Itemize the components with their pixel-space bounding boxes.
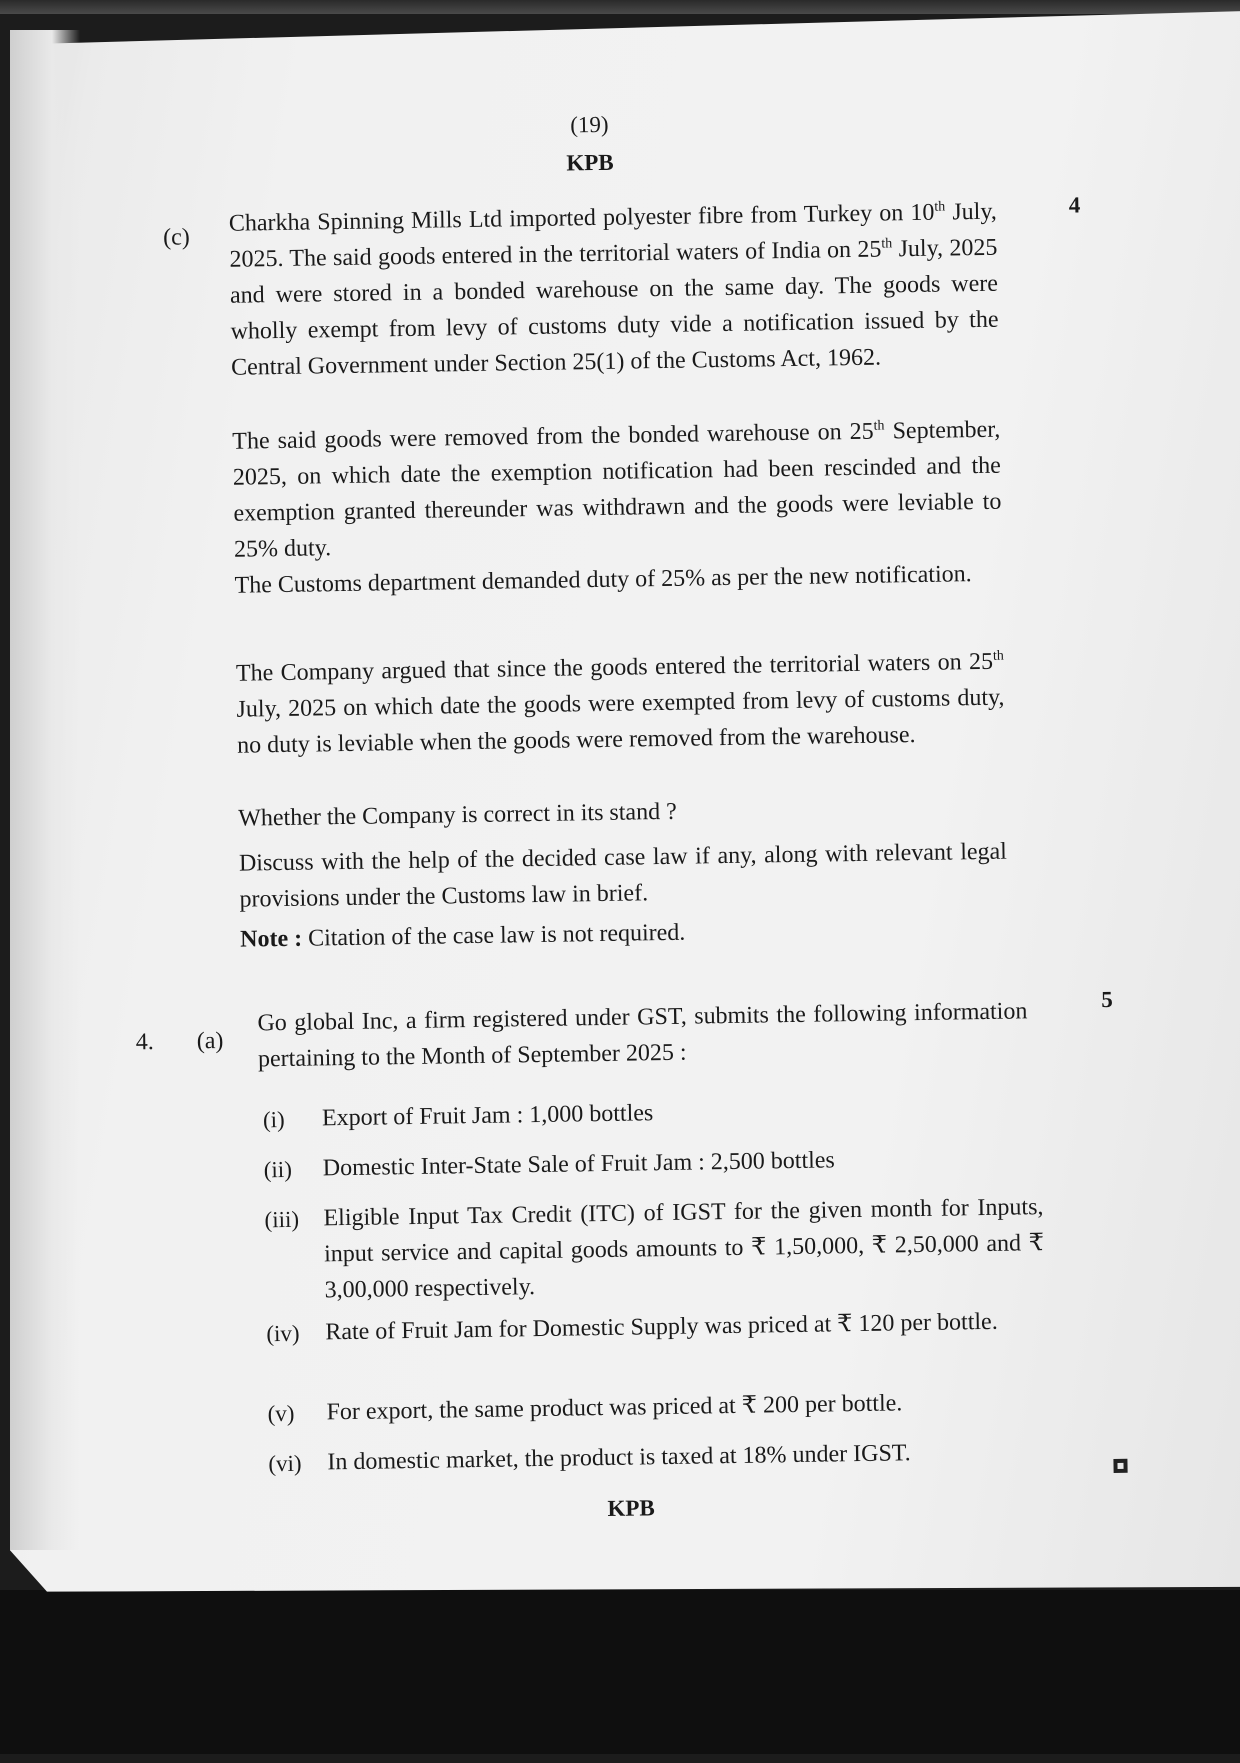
list-item: Domestic Inter-State Sale of Fruit Jam : 2,500 bottles [322, 1147, 836, 1182]
note-label: Note : [239, 925, 303, 953]
question-4a-marks: 5 [1101, 986, 1113, 1013]
item-number: (vi) [268, 1450, 302, 1477]
question-3c-paragraph-4: The Company argued that since the goods entered the territorial waters on 25th July, 2025 on which date the goods were exempted from levy of customs duty, no duty is leviable when the goods were removed from the warehouse. [235, 648, 1005, 759]
list-item: Export of Fruit Jam : 1,000 bottles [321, 1100, 654, 1132]
paper-code-footer: KPB [607, 1495, 655, 1521]
page-number: (19) [570, 111, 609, 138]
item-number: (iv) [266, 1320, 300, 1347]
paper-code-header: KPB [566, 149, 614, 176]
question-3c-marks: 4 [1068, 192, 1081, 218]
item-number: (i) [262, 1106, 285, 1133]
list-item: Eligible Input Tax Credit (ITC) of IGST for the given month for Inputs, input service and capital goods amounts to ₹ 1,50,000, ₹ 2,50,000 and ₹ 3,00,000 respectively. [323, 1194, 1045, 1304]
question-3c-paragraph-5: Whether the Company is correct in its stand ? [238, 798, 677, 832]
list-item: For export, the same product was priced at ₹ 200 per bottle. [326, 1390, 903, 1426]
question-4-number: 4. [135, 1029, 154, 1056]
question-3c-paragraph-6: Discuss with the help of the decided case law if any, along with relevant legal provisions under the Customs law in brief. [238, 838, 1008, 913]
question-4a-intro: Go global Inc, a firm registered under GST, submits the following information pertaining to the Month of September 2025 : [257, 998, 1028, 1073]
question-3c-note [240, 910, 1008, 958]
item-number: (ii) [263, 1156, 293, 1183]
note-text: Citation of the case law is not required. [301, 919, 686, 952]
question-3c-paragraph-3: The Customs department demanded duty of 25% as per the new notification. [234, 561, 972, 599]
question-3c-label: (c) [162, 224, 190, 251]
list-item: In domestic market, the product is taxed at 18% under IGST. [327, 1440, 911, 1476]
square-icon [1113, 1459, 1127, 1473]
question-3c-paragraph-1: Charkha Spinning Mills Ltd imported polyester fibre from Turkey on 10th July, 2025. The said goods entered in the territorial waters of India on 25th July, 2025 and were stored in a bonded warehouse on the same day. The goods were wholly exempt from levy of customs duty vide a notification issued by the Central Government under Section 25(1) of the Customs Act, 1962. [228, 198, 999, 381]
list-item: Rate of Fruit Jam for Domestic Supply was priced at ₹ 120 per bottle. [325, 1308, 998, 1346]
question-3c-paragraph-2: The said goods were removed from the bonded warehouse on 25th September, 2025, on which date the exemption notification had been rescinded and the exemption granted thereunder was withdrawn and the goods were leviable to 25% duty. [232, 416, 1002, 563]
question-4a-label: (a) [196, 1027, 224, 1055]
item-number: (v) [267, 1400, 295, 1427]
item-number: (iii) [264, 1206, 300, 1233]
